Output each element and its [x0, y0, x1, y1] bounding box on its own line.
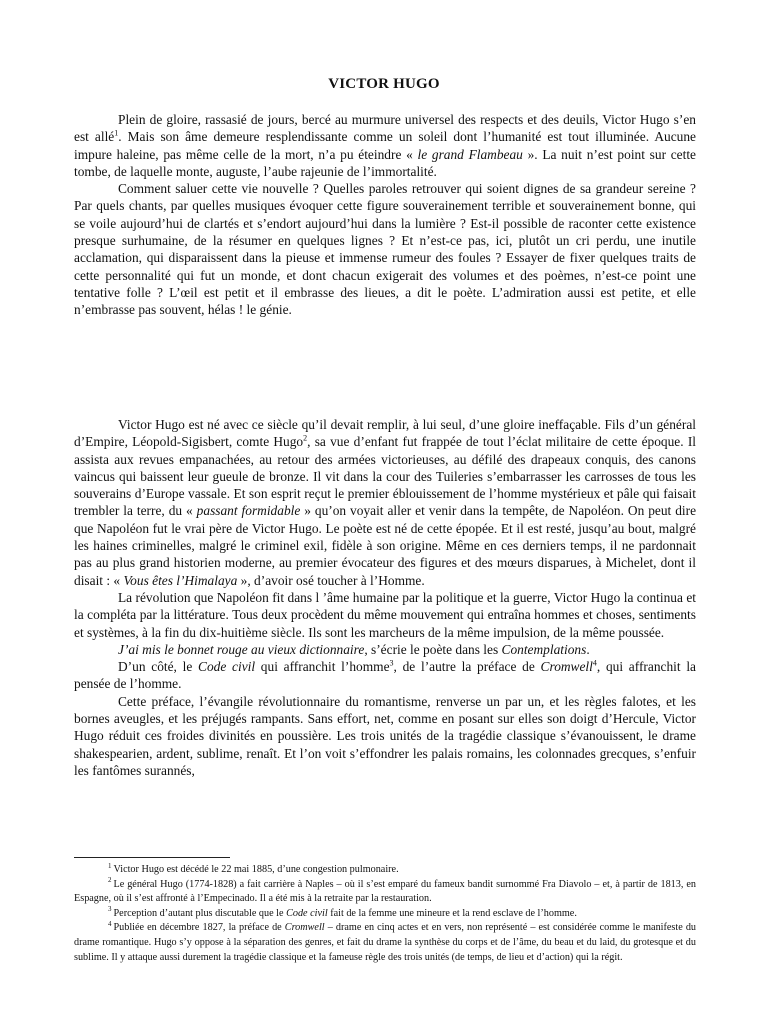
paragraph: J’ai mis le bonnet rouge au vieux dictionnaire, s’écrie le poète dans les Contemplations. — [118, 641, 590, 657]
paragraph: Victor Hugo est né avec ce siècle qu’il devait remplir, à lui seul, d’une gloire ineffaçable. Fils d’un général d’Empire, Léopold-Sigisbert, comte Hugo$^2$, sa vue d’enfant fut frappée de tout l’éclat militaire de cette époque. Il assista aux revues empanachées, au retour des armées victorieuses, au défilé des drapeaux conquis, des canons vaincus qui baissent leur gueule de bronze. Il vit dans la cour des Tuileries s’embarrasser les carrosses de tous les souverains d’Europe vassale. Et son esprit reçut le premier éblouissement de l’homme mystérieux et pâle qui faisait trembler la terre, du « passant formidable » qu’on voyait aller et venir dans la tempête, de Napoléon. On peut dire que Napoléon fut le vrai père de Victor Hugo. Le poète est né de cette épopée. Et il est resté, jusqu’au bout, malgré les haines criminelles, malgré le criminel exil, fidèle à son origine. Même en ces derniers temps, il ne pardonnait pas au plus grand historien moderne, au premier évocateur des figures et des mœurs disparues, à Michelet, dont il disait : « Vous êtes l’Himalaya », d’avoir osé toucher à l’Homme. — [74, 417, 697, 588]
paragraph: Plein de gloire, rassasié de jours, bercé au murmure universel des respects et des deuils, Victor Hugo s’en est allé$^1$. Mais son âme demeure resplendissante comme un soleil dont l’humanité est tout illuminée. Aucune impure haleine, pas même celle de la mort, n’a pu éteindre « le grand Flambeau ». La nuit n’est point sur cette tombe, de laquelle monte, auguste, l’aube rajeunie de l’immortalité. — [74, 112, 697, 179]
footnotes — [74, 863, 696, 965]
footnote: $^1$ Victor Hugo est décédé le 22 mai 1885, d’une congestion pulmonaire. — [108, 861, 399, 875]
paragraph: D’un côté, le Code civil qui affranchit l’homme$^3$, de l’autre la préface de Cromwell$^4$, qui affranchit la pensée de l’homme. — [74, 658, 696, 692]
paragraph: Cette préface, l’évangile révolutionnaire du romantisme, renverse un par un, et les règles falotes, et les bornes aveugles, et les préjugés rampants. Sans effort, net, comme en posant sur elles son doigt d’Hercule, Victor Hugo réduit ces froides divinités en poussière. Les trois unités de la tragédie classique s’évanouissent, le drame shakespearien, ardent, sublime, renaît. Et l’on voit s’effondrer les palais romains, les colonnades grecques, s’enfuir les fantômes surannés, — [74, 693, 696, 778]
footnote-divider — [74, 857, 230, 858]
intro-section — [74, 111, 696, 319]
paragraph: Comment saluer cette vie nouvelle ? Quelles paroles retrouver qui soient dignes de sa grandeur sereine ? Par quels chants, par quelles musiques évoquer cette figure souverainement terrible et souverainement bonne, qui se voile aujourd’hui de clartés et s’endort aujourd’hui dans la lumière ? Est-il possible de raconter cette existence presque surhumaine, de la résumer en quelques lignes ? Et n’est-ce pas, ici, plutôt un cri perdu, une inutile acclamation, qui disparaissent dans la pieuse et immense rumeur des foules ? Essayer de fixer quelques traits de cette personnalité qui fut un monde, et dont chacun exigerait des volumes et des poèmes, n’est-ce point une tentative folle ? L’œil est petit et il embrasse des lieues, a dit le poète. L’admiration aussi est petite, et elle n’embrasse pas souvent, hélas ! le génie. — [74, 181, 696, 318]
footnote-ref[interactable]: 4 — [592, 658, 597, 668]
footnote: $^4$ Publiée en décembre 1827, la préface de Cromwell – drame en cinq actes et en vers, non représenté – est considérée comme le manifeste du drame romantique. Hugo s’y oppose à la séparation des genres, et fait du drame la synthèse du corps et de l’âme, du beau et du laid, du grotesque et du sublime. Il y attaque aussi durement la tragédie classique et la fameuse règle des trois unités (de temps, de lieu et d’action) qui la régit. — [74, 919, 697, 963]
footnote-ref[interactable]: 2 — [303, 433, 308, 443]
footnote: $^3$ Perception d’autant plus discutable que le Code civil fait de la femme une mineure et la rend esclave de l’homme. — [108, 905, 577, 919]
paragraph: La révolution que Napoléon fit dans l ’âme humaine par la politique et la guerre, Victor Hugo la continua et la compléta par la littérature. Tous deux procèdent du même mouvement qui entraîna hommes et choses, sentiments et systèmes, à la fin du dix-huitième siècle. Ils sont les marcheurs de la même impulsion, de la même poussée. — [74, 589, 696, 640]
page-title: VICTOR HUGO — [328, 76, 440, 92]
biography-section — [74, 416, 696, 779]
footnote-ref[interactable]: 3 — [389, 658, 394, 668]
footnote: $^2$ Le général Hugo (1774-1828) a fait carrière à Naples – où il s’est emparé du fameux bandit surnommé Fra Diavolo – et, à partir de 1813, en Espagne, où il s’est affronté à l’Empecinado. Il a été mis à la retraite par la restauration. — [74, 876, 696, 905]
footnote-ref[interactable]: 1 — [114, 128, 119, 138]
